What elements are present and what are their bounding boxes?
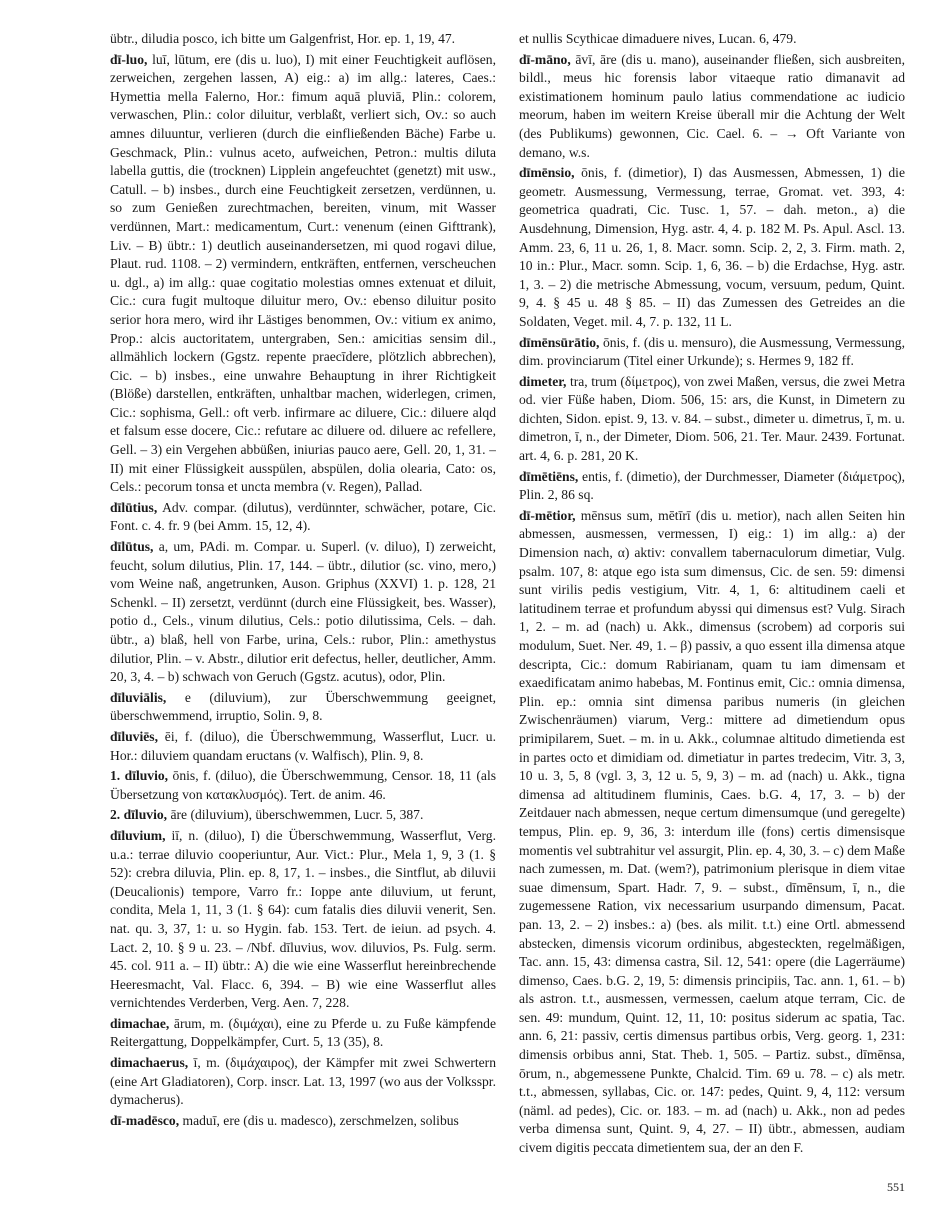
lemma: dimachaerus, — [110, 1055, 189, 1071]
entry-text: Adv. compar. (dilutus), verdünnter, schwächer, potare, Cic. Font. c. 4. fr. 9 (bei Amm. 15, 12, 4). — [110, 499, 496, 534]
entry — [110, 806, 496, 825]
entry — [519, 468, 905, 505]
entry-text: tra, trum (δίμετρος), von zwei Maßen, versus, die zwei Metra od. vier Füße haben, Diom. 506, 15: ars, die Kunst, in Dimetern zu dichten, Sidon. epist. 9, 13. v. 84. – subst., dimeter u. dimetrus, ī, m. u. dimetron, ī, n., der Dimeter, Diom. 506, 21. Ter. Maur. 2439. Fortunat. art. 4, 6. p. 281, 20 K. — [519, 373, 905, 464]
entry-text: luī, lūtum, ere (dis u. luo), I) mit einer Feuchtigkeit auflösen, zerweichen, zergehen lassen, A) eig.: a) im allg.: lateres, Caes.: Hymettia mella Falerno, Hor.: fimum aquā pluviā, Plin.: colorem, verwaschen, Plin.: color diluitur, verblaßt, verliert sich, Ov.: so auch amnes diluuntur, verlieren (durch die einfließenden Bäche) Farbe u. Geschmack, Plin.: vulnus aceto, aufweichen, Petron.: multis diluta labella guttis, die (trocknen) Lipplein angefeuchtet (genetzt) mit usw., Catull. – b) insbes., durch eine Feuchtigkeit zersetzen, verdünnen, u. so zum Genießen zurechtmachen, bereiten, vinum, mit Wasser verdünnen, Mart.: medicamentum, Curt.: venenum (einen Gifttrank), Liv. – B) übtr.: 1) deutlich auseinandersetzen, mi quod rogavi dilue, Plaut. rud. 1108. – 2) vermindern, entkräften, entfernen, verscheuchen u. dgl., a) im allg.: quae cogitatio molestias omnes extenuat et diluit, Cic.: cura fugit multoque diluitur mero, Ov.: ebenso diluitur posito serior hora mero, wird ihr Lästiges benommen, Ov.: vitium ex animo, Prop.: alcis auctoritatem, untergraben, Sen.: amicitias sensim dil., allmählich lockern (Ggstz. repente praecīdere, plötzlich abbrechen), Cic. – b) insbes., eine unwahre Behauptung in ihrer Richtigkeit (Blöße) darstellen, entkräften, unhaltbar machen, widerlegen, crimen, Cic.: sophisma, Gell.: oft verb. infirmare ac diluere, Cic.: diluere alqd et falsum esse docere, Cic.: refutare ac diluere od. diluere ac refellere, Gell. – 3) ein Vergehen abbüßen, iniurias pauco aere, Gell. 20, 1, 31. – II) mit einer Flüssigkeit ausspülen, abspülen, dolia olearia, Cato: os, Cels.: pecorum tonsa et uncta membra (v. Regen), Pallad. — [110, 51, 496, 495]
lemma: dī-madēsco, — [110, 1112, 180, 1128]
entry-text: ī, m. (διμάχαιρος), der Kämpfer mit zwei Schwertern (eine Art Gladiatoren), Corp. inscr. Lat. 13, 1997 (wo aus der Volksspr. dymacherus). — [110, 1055, 496, 1108]
entry-text: iī, n. (diluo), I) die Überschwemmung, Wasserflut, Verg. u.a.: terrae diluvio cooperiuntur, Aur. Vict.: Plur., Mela 1, 9, 3 (1. § 52): crebra diluvia, Plin. ep. 8, 17, 1. – insbes., die Sintflut, ab diluvii (Deucalionis) tempore, Varro fr.: Ioppe ante diluvium, ut ferunt, condita, Mela 1, 11, 3 (1. § 64): cum fatalis dies diluvii venerit, Sen. nat. qu. 3, 37, 1: u. so Hygin. fab. 153. Tert. de ieiun. ad psych. 4. Lact. 2, 10. § 9 u. 23. – /Nbf. dīluvius, wov. diluvios, Ps. Fulg. serm. 45. col. 911 a. – II) übtr.: A) die wie eine Wasserflut hereinbrechende Heeresmacht, Val. Flacc. 6, 394. – B) wie eine Wasserflut alles vernichtendes Verderben, Verg. Aen. 7, 228. — [110, 827, 496, 1011]
entry — [519, 164, 905, 331]
entry — [110, 30, 496, 49]
entry — [519, 30, 905, 49]
entry-text: ōnis, f. (dimetior), I) das Ausmessen, Abmessen, 1) die geometr. Ausmessung, Vermessung, terrae, Gromat. vet. 393, 4: geometrica quadrati, Cic. Tusc. 1, 57. – dah. meton., a) die Ausdehnung, Dimension, Hyg. astr. 4, 4. p. 182 M. Ps. Apul. Ascl. 13. Amm. 23, 6, 11 u. 26, 1, 8. Macr. somn. Scip. 2, 2, 3. Firm. math. 2, 10 in.: Plur., Macr. somn. Scip. 1, 6, 36. – b) die Erdachse, Hyg. astr. 1, 3. – 2) die metrische Abmessung, vocum, versuum, pedum, Quint. 9, 4. § 45 u. 48 § 85. – II) das Zumessen des Getreides an die Soldaten, Veget. mil. 4, 7. p. 132, 11 L. — [519, 165, 905, 329]
lemma: dīmēnsio, — [519, 165, 575, 181]
entry — [519, 507, 905, 1158]
entry — [110, 499, 496, 536]
entry — [519, 334, 905, 371]
entry — [110, 1054, 496, 1110]
entry — [110, 827, 496, 1013]
entry — [519, 373, 905, 466]
lemma: dimachae, — [110, 1015, 170, 1031]
lemma: dīlūtius, — [110, 499, 158, 515]
lemma: dimeter, — [519, 373, 567, 389]
entry — [110, 51, 496, 497]
entry-text: ōnis, f. (diluo), die Überschwemmung, Censor. 18, 11 (als Übersetzung von κατακλυσμός). Tert. de anim. 46. — [110, 768, 496, 802]
page-number: 551 — [887, 1180, 905, 1194]
lemma: dīluvium, — [110, 827, 166, 843]
lemma: dīmētiēns, — [519, 468, 579, 484]
entry-text: ēi, f. (diluo), die Überschwemmung, Wasserflut, Lucr. u. Hor.: diluviem quandam eructans (v. Walfisch), Plin. 9, 8. — [110, 728, 496, 763]
entry — [110, 1112, 496, 1131]
lemma: dīlūtus, — [110, 539, 154, 555]
entry-text: maduī, ere (dis u. madesco), zerschmelzen, solibus — [182, 1112, 459, 1128]
lemma: dīmēnsūrātio, — [519, 334, 600, 350]
entry-text: mēnsus sum, mētīrī (dis u. metior), nach allen Seiten hin abmessen, ausmessen, vermessen, I) eig.: 1) im allg.: a) der Dimension nach, α) aktiv: convallem tabernaculorum dimetiar, Vulg. psalm. 107, 8: atque ego ista sum dimensus, Cic. de sen. 59: dimensi sunt virilis pedis vestigium, Vitr. 4, 1, 6: altitudinem caeli et latitudinem terrae et profundum abyssi qui dimensus est? Vulg. Sirach 1, 2. – m. ad (nach) u. Akk., dimensus (scrobem) ad corporis sui modulum, Suet. Ner. 49, 1. – β) passiv, a quo essent illa dimensa atque descripta, Cic.: domum Rabirianam, quam tu iam dimensam et exaedificatam animo habebas, M. Fontinus emit, Cic.: omnia dimensa, Plin. ep.: omnia sint dimensa paribus numeris (in gleichen Zwischenräumen) viarum, Verg.: mittere ad dimetiendum opus primipilarem, Suet. – m. in u. Akk., columnae altitudo dimetienda est in partes octo et dimidiam od. dimetiatur in partes tredecim, Vitr. 3, 3, 10 u. 3, 5, 8 (vgl. 3, 3, 12 u. 5, 9, 3) – m. ad (nach) u. Akk., tigna dimensa ad altitudinem fluminis, Caes. b.G. 4, 17, 3. – b) der Zeitdauer nach abmessen, neque certum dimensumque (und geregelte) tempus, Plin. ep. 9, 36, 3: interdum ille (fons) certis dimensisque momentis vel subtrahitur vel assurgit, Plin. ep. 4, 30, 3. – c) dem Maße nach zumessen, m. Dat. (wem?), patrimonium plerisque in diem vitae suae dimensum, Spart. Hadr. 7, 9. – subst., dīmēnsum, ī, n., die zugemessene Ration, vix necessarium usurpando dimensum, Pacat. pan. 13, 2. – 2) insbes.: a) (bes. als milit. t.t.) eine Ortl. abmessend abstecken, dimensis vicorum ordinibus, abgesteckten, regelmäßigen, Tac. ann. 15, 43: dimensa castra, Sil. 12, 541: opere (die Lagerräume) dimenso, Caes. b.G. 2, 19, 5: dimensis principiis, Tac. ann. 1, 61. – b) als astron. t.t., ausmessen, vermessen, caelum atque terram, Cic. de sen. 49: mundum, Quint. 12, 11, 10: positus siderum ac spatia, Tac. ann. 6, 21: passiv, certis dimensus partibus orbis, Verg. georg. 1, 231: dimensis orbibus anni, Stat. Theb. 1, 505. – Partiz. subst., dīmēnsa, ōrum, n., abgemessene Punkte, Chalcid. Tim. 69 u. 78. – c) als metr. t.t., abmessen, syllabas, Cic. or. 147: pedes, Quint. 9, 4, 112: versum (näml. ad pedes), Cic. or. 183. – m. ad (nach) u. Akk., non ad pedes verba dimensa sunt, Quint. 9, 4, 27. – II) übtr., abmessen, audiam civem digitis peccata dimetientem sua, der an den F. — [519, 507, 905, 1156]
entry — [110, 767, 496, 804]
entry-text: et nullis Scythicae dimaduere nives, Lucan. 6, 479. — [519, 31, 797, 46]
entry-text: a, um, PAdi. m. Compar. u. Superl. (v. diluo), I) zerweicht, feucht, solum dilutius, Plin. 17, 144. – übtr., dilutior (sc. vino, mero,) vom Weine naß, angetrunken, Auson. Griphus (XXVI) 1. p. 128, 21 Schenkl. – II) zersetzt, verdünnt (durch eine Flüssigkeit, bes. Wasser), potio d., Cels., vinum dilutius, Cels.: potio dilutissima, Cels. – dah. übtr., a) blaß, hell von Farbe, urina, Cels.: rubor, Plin.: amethystus dilutior, Plin. – v. Abstr., dilutior erit defectus, heller, deutlicher, Amm. 20, 3, 4. – b) schwach von Geruch (Ggstz. acutus), odor, Plin. — [110, 539, 496, 685]
entry — [110, 538, 496, 687]
lemma: dī-māno, — [519, 51, 571, 67]
right-column — [519, 30, 905, 1190]
entry-text: āre (diluvium), überschwemmen, Lucr. 5, 387. — [170, 807, 424, 823]
entry-text: ārum, m. (διμάχαι), eine zu Pferde u. zu Fuße kämpfende Reitergattung, Doppelkämpfer, Curt. 5, 13 (35), 8. — [110, 1015, 496, 1050]
entry — [519, 51, 905, 163]
entry — [110, 689, 496, 726]
entry-text: āvī, āre (dis u. mano), auseinander fließen, sich ausbreiten, bildl., meus hic forensis labor vitaeque ratio dimanavit ad existimationem hominum paulo latius commendatione ac iudicio meorum, haben im weitern Kreise überall mir die Achtung der Welt (des Publikums) gewonnen, Cic. Cael. 6. – → Oft Variante von demano, w.s. — [519, 51, 905, 160]
entry-text: übtr., diludia posco, ich bitte um Galgenfrist, Hor. ep. 1, 19, 47. — [110, 31, 456, 46]
entry-text: ōnis, f. (dis u. mensuro), die Ausmessung, Vermessung, dim. provinciarum (Titel einer Urkunde); s. Hermes 9, 182 ff. — [519, 334, 905, 369]
lemma: dī-luo, — [110, 51, 148, 67]
lemma: dīluviālis, — [110, 689, 167, 705]
entry-text: e (diluvium), zur Überschwemmung geeignet, überschwemmend, irruptio, Solin. 9, 8. — [110, 689, 496, 724]
entry — [110, 1015, 496, 1052]
entry-text: entis, f. (dimetio), der Durchmesser, Diameter (διάμετρος), Plin. 2, 86 sq. — [519, 468, 905, 503]
entry — [110, 728, 496, 765]
lemma: 2. dīluvio, — [110, 807, 168, 823]
lemma: dīluviēs, — [110, 728, 158, 744]
lemma: dī-mētior, — [519, 507, 576, 523]
lemma: 1. dīluvio, — [110, 768, 169, 784]
left-column — [110, 30, 496, 1190]
